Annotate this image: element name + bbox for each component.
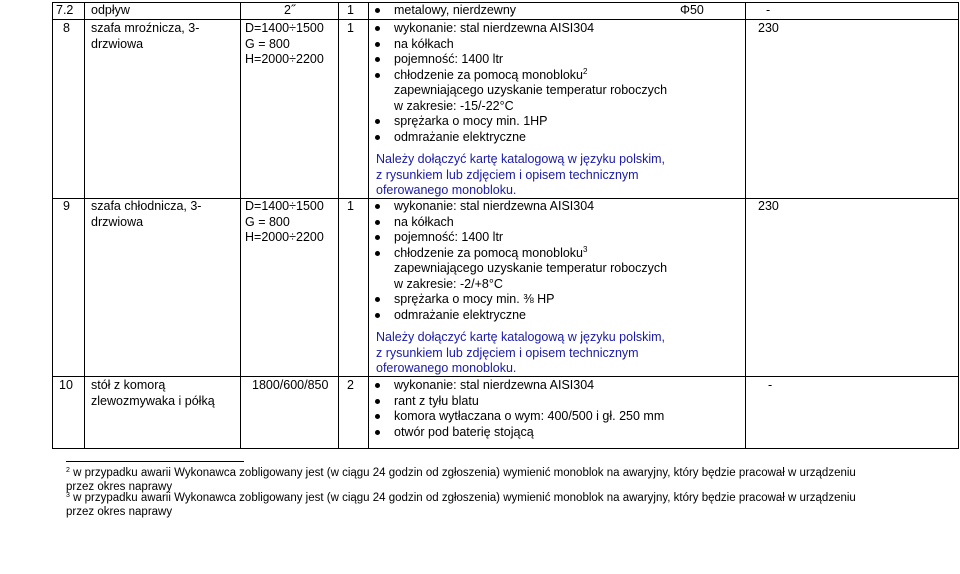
table-row-divider bbox=[52, 19, 959, 20]
list-item: rant z tyłu blatu bbox=[372, 394, 664, 410]
list-item: na kółkach bbox=[372, 37, 667, 53]
list-item: sprężarka o mocy min. ⅜ HP bbox=[372, 292, 667, 308]
footnote: $^2$ w przypadku awarii Wykonawca zobligowany jest (w ciągu 24 godzin od zgłoszenia) wymienić monoblok na awaryjny, który będzie pracował w urządzeniu przez okres naprawy bbox=[66, 467, 856, 493]
table-border-right bbox=[958, 2, 959, 448]
table-col-divider bbox=[368, 2, 369, 448]
item-name: szafa chłodnicza, 3-drzwiowa bbox=[91, 199, 202, 229]
item-dimension: D=1400÷1500 bbox=[245, 199, 324, 213]
list-item: komora wytłaczana o wym: 400/500 i gł. 250 mm bbox=[372, 409, 664, 425]
bullet-icon bbox=[375, 220, 380, 225]
catalog-note: Należy dołączyć kartę katalogową w języku polskim, z rysunkiem lub zdjęciem i opisem technicznym oferowanego monobloku. bbox=[376, 330, 666, 375]
bullet-icon bbox=[375, 57, 380, 62]
item-name: odpływ bbox=[91, 3, 130, 17]
bullet-icon bbox=[375, 8, 380, 13]
row-number: 9 bbox=[63, 199, 70, 213]
table-col-divider bbox=[240, 2, 241, 448]
table-border-bottom bbox=[52, 448, 959, 449]
item-quantity: 2 bbox=[347, 378, 354, 392]
table-col-divider bbox=[84, 2, 85, 448]
table-col-divider bbox=[52, 2, 53, 448]
item-quantity: 1 bbox=[347, 21, 354, 35]
table-col-divider bbox=[745, 2, 746, 448]
list-item: wykonanie: stal nierdzewna AISI304 bbox=[372, 21, 667, 37]
bullet-icon bbox=[375, 297, 380, 302]
bullet-icon bbox=[375, 383, 380, 388]
bullet-icon bbox=[375, 430, 380, 435]
list-item: chłodzenie za pomocą monobloku$^2$ bbox=[372, 68, 667, 84]
footnote-ref: 2 bbox=[583, 66, 588, 76]
bullet-icon bbox=[375, 414, 380, 419]
item-dimension: D=1400÷1500 bbox=[245, 21, 324, 35]
item-name: szafa mroźnicza, 3-drzwiowa bbox=[91, 21, 200, 51]
bullet-icon bbox=[375, 204, 380, 209]
spec-list bbox=[372, 3, 516, 19]
bullet-icon bbox=[375, 42, 380, 47]
spec-list bbox=[372, 199, 667, 323]
item-dimension: 2˝ bbox=[284, 3, 296, 17]
item-price: 230 bbox=[758, 21, 779, 35]
item-spec-extra: Φ50 bbox=[680, 3, 704, 17]
bullet-icon bbox=[375, 119, 380, 124]
list-item: wykonanie: stal nierdzewna AISI304 bbox=[372, 199, 667, 215]
footnote-ref: 3 bbox=[583, 244, 588, 254]
footnote-number: 2 bbox=[66, 467, 70, 474]
list-item: chłodzenie za pomocą monobloku$^3$ bbox=[372, 246, 667, 262]
row-number: 7.2 bbox=[56, 3, 74, 17]
item-dimension: G = 800 bbox=[245, 36, 290, 51]
list-item: odmrażanie elektryczne bbox=[372, 130, 667, 146]
list-item: zapewniającego uzyskanie temperatur roboczych bbox=[394, 83, 668, 97]
row-number: 10 bbox=[59, 378, 73, 392]
list-item: pojemność: 1400 ltr bbox=[372, 52, 667, 68]
item-quantity: 1 bbox=[347, 199, 354, 213]
list-item: otwór pod baterię stojącą bbox=[372, 425, 664, 441]
bullet-icon bbox=[375, 135, 380, 140]
item-price: 230 bbox=[758, 199, 779, 213]
spec-list bbox=[372, 378, 664, 440]
item-price: - bbox=[768, 378, 773, 392]
list-item: metalowy, nierdzewny bbox=[372, 3, 516, 19]
list-item: odmrażanie elektryczne bbox=[372, 308, 667, 324]
item-dimension: 1800/600/850 bbox=[252, 378, 329, 392]
list-item: w zakresie: -15/-22°C bbox=[394, 98, 514, 113]
footnote-separator bbox=[66, 461, 244, 462]
item-dimension: H=2000÷2200 bbox=[245, 52, 324, 66]
footnote-number: 3 bbox=[66, 492, 70, 499]
item-name: stół z komorą zlewozmywaka i półką bbox=[91, 378, 215, 408]
bullet-icon bbox=[375, 26, 380, 31]
bullet-icon bbox=[375, 313, 380, 318]
list-item: w zakresie: -2/+8°C bbox=[394, 276, 503, 291]
list-item: pojemność: 1400 ltr bbox=[372, 230, 667, 246]
catalog-note: Należy dołączyć kartę katalogową w języku polskim, z rysunkiem lub zdjęciem i opisem technicznym oferowanego monobloku. bbox=[376, 152, 666, 197]
footnote: $^3$ w przypadku awarii Wykonawca zobligowany jest (w ciągu 24 godzin od zgłoszenia) wymienić monoblok na awaryjny, który będzie pracował w urządzeniu przez okres naprawy bbox=[66, 492, 856, 518]
bullet-icon bbox=[375, 235, 380, 240]
row-number: 8 bbox=[63, 21, 70, 35]
item-price: - bbox=[766, 3, 771, 17]
bullet-icon bbox=[375, 399, 380, 404]
item-quantity: 1 bbox=[347, 3, 354, 17]
item-dimension: G = 800 bbox=[245, 214, 290, 229]
bullet-icon bbox=[375, 73, 380, 78]
list-item: zapewniającego uzyskanie temperatur roboczych bbox=[394, 261, 668, 275]
list-item: sprężarka o mocy min. 1HP bbox=[372, 114, 667, 130]
list-item: wykonanie: stal nierdzewna AISI304 bbox=[372, 378, 664, 394]
spec-list bbox=[372, 21, 667, 145]
bullet-icon bbox=[375, 251, 380, 256]
table-col-divider bbox=[338, 2, 339, 448]
list-item: na kółkach bbox=[372, 215, 667, 231]
item-dimension: H=2000÷2200 bbox=[245, 230, 324, 244]
